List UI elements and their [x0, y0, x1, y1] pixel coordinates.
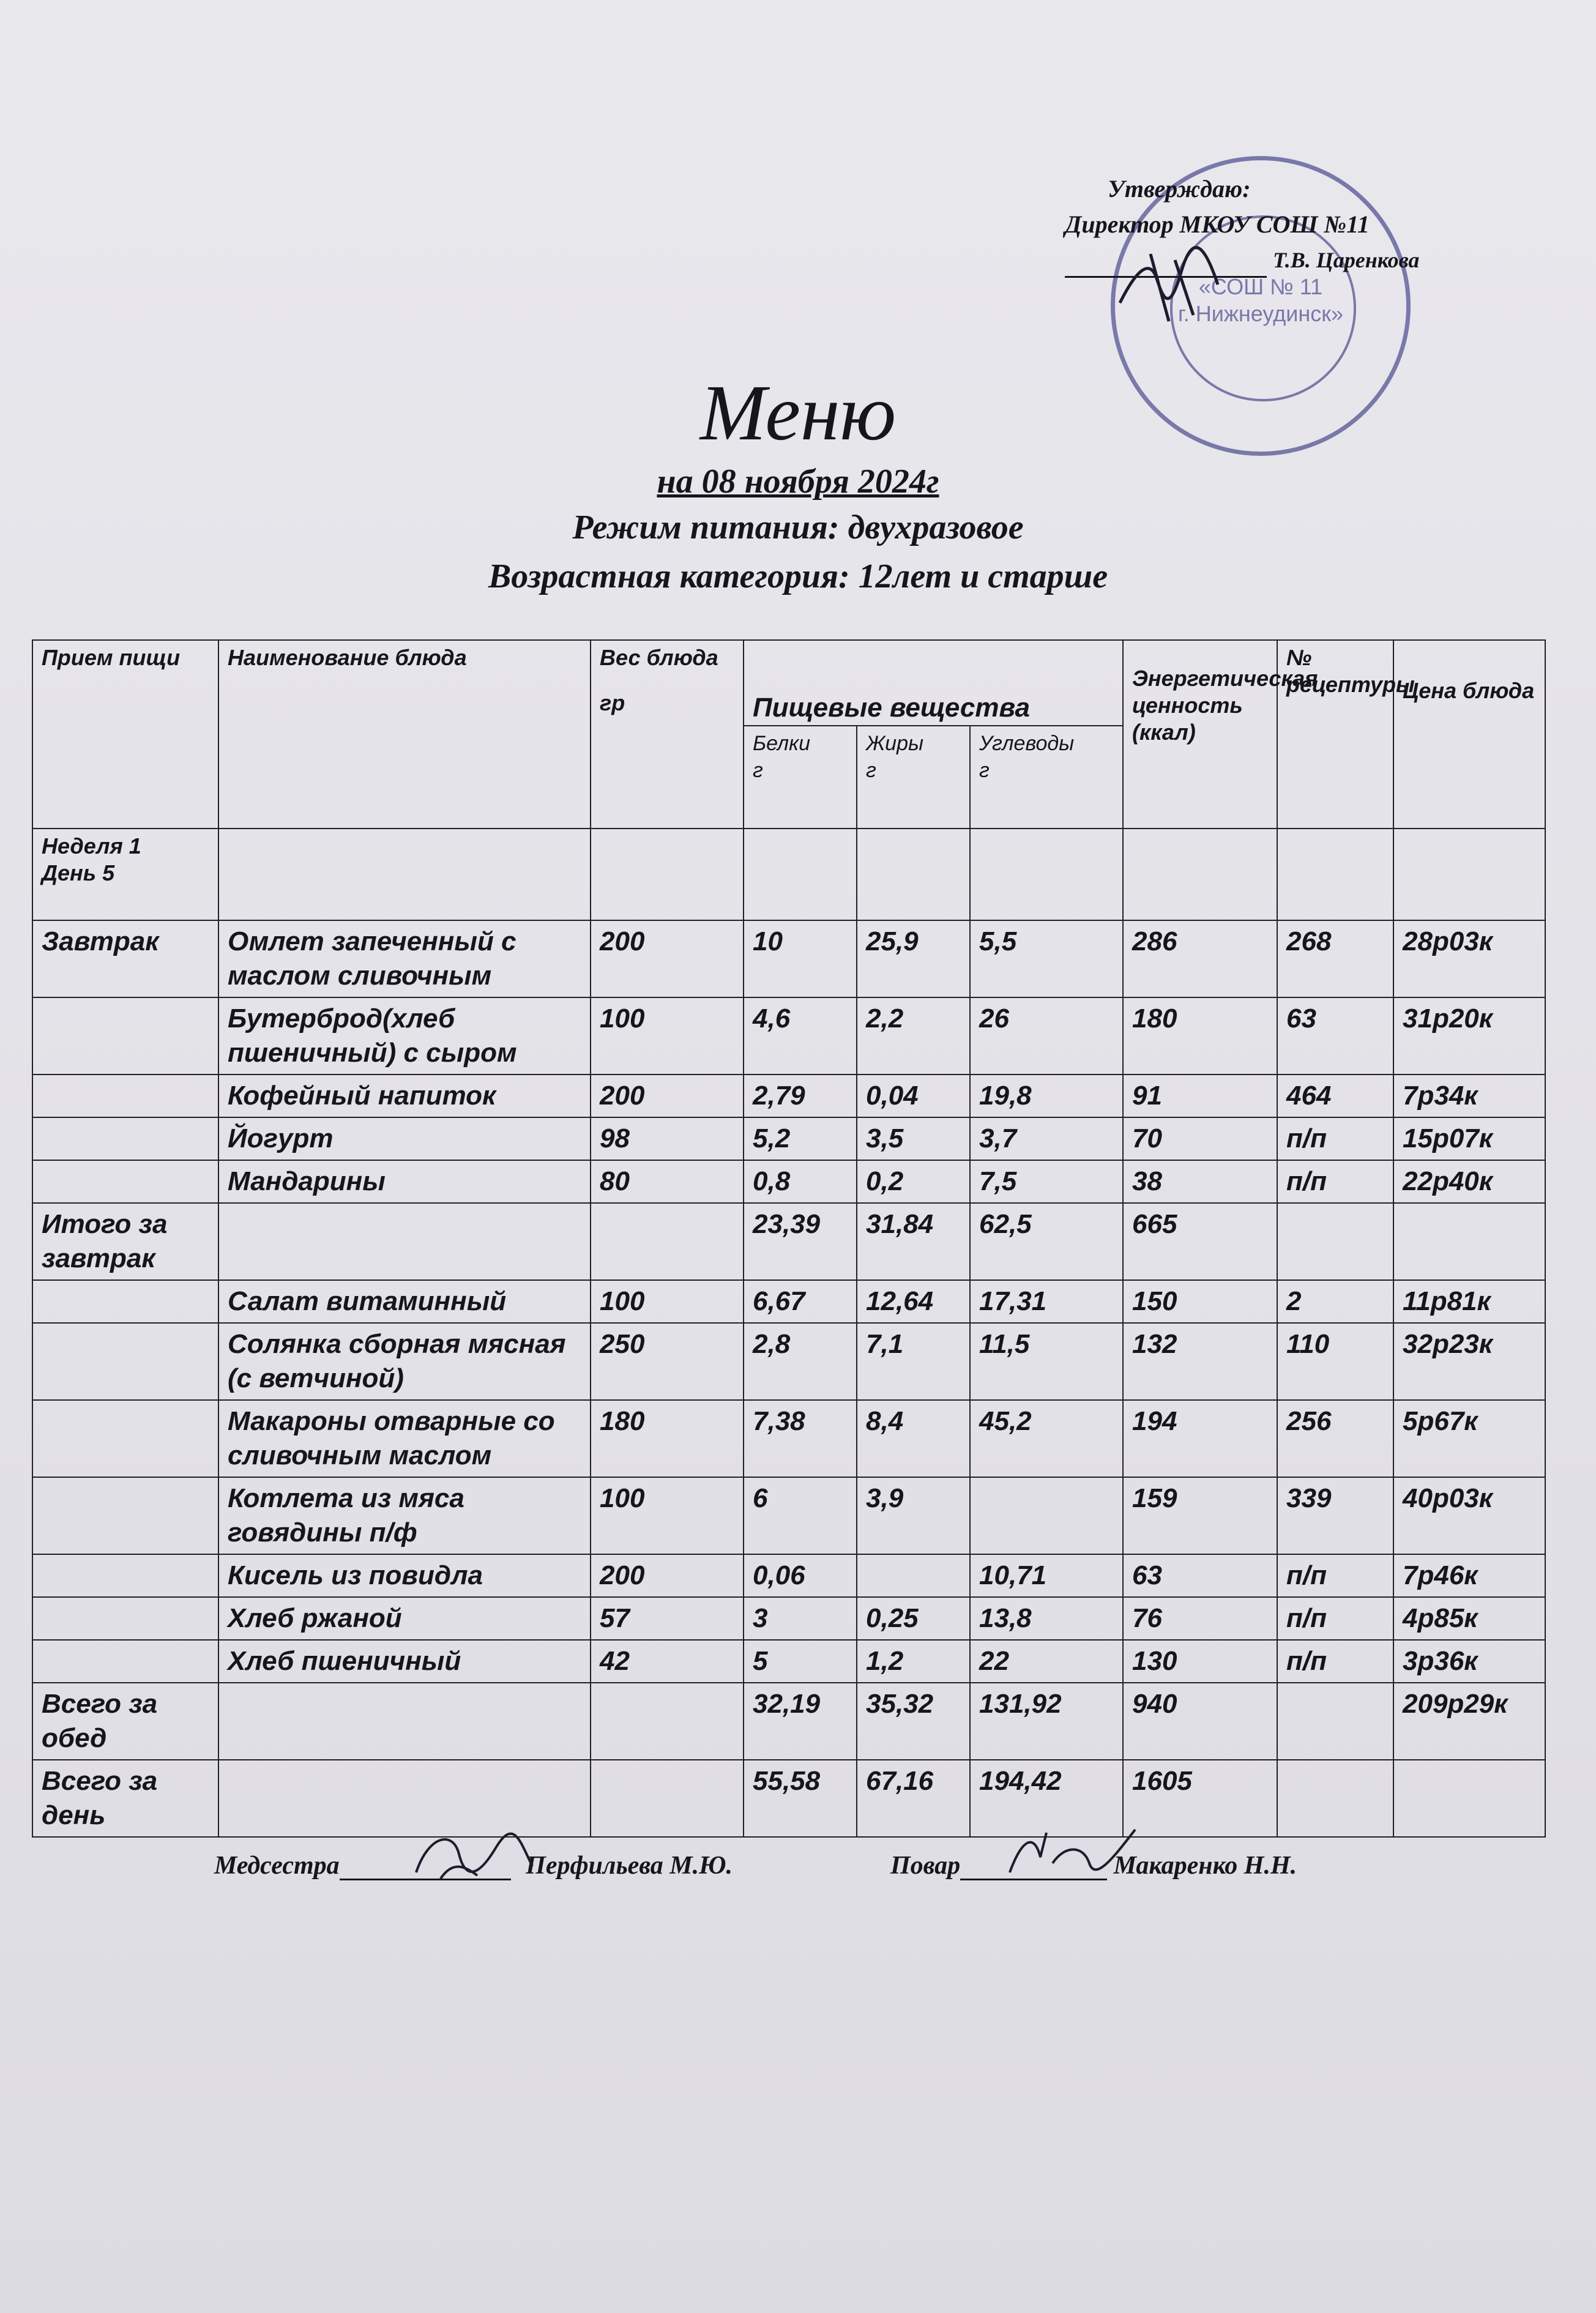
cell-protein: 55,58 — [744, 1760, 857, 1837]
cell-protein: 0,06 — [744, 1554, 857, 1597]
cell-dish: Мандарины — [218, 1160, 591, 1203]
approval-line-2: Директор МКОУ СОШ №11 — [1065, 210, 1370, 238]
cell-dish: Салат витаминный — [218, 1280, 591, 1323]
cell-price: 40р03к — [1393, 1477, 1545, 1554]
cell-protein: 0,8 — [744, 1160, 857, 1203]
cell-weight: 100 — [591, 1477, 744, 1554]
cell-protein: 32,19 — [744, 1683, 857, 1760]
nurse-name: Перфильева М.Ю. — [526, 1852, 733, 1880]
header-carbs — [970, 726, 1123, 829]
cell-fat: 8,4 — [857, 1400, 970, 1477]
cell-dish: Бутерброд(хлеб пшеничный) с сыром — [218, 997, 591, 1075]
cell-protein: 23,39 — [744, 1203, 857, 1280]
week-row — [32, 829, 1545, 920]
cell-fat: 0,04 — [857, 1075, 970, 1117]
table-row — [32, 1597, 1545, 1640]
cell-recipe — [1277, 1203, 1393, 1280]
table-row — [32, 997, 1545, 1075]
cell-protein: 6 — [744, 1477, 857, 1554]
cell-meal — [32, 1400, 218, 1477]
cell-energy: 286 — [1123, 920, 1277, 997]
week-day-label — [32, 829, 218, 920]
cell-carbs: 26 — [970, 997, 1123, 1075]
table-row — [32, 1400, 1545, 1477]
table-cell — [1277, 829, 1393, 920]
cell-carbs: 7,5 — [970, 1160, 1123, 1203]
cell-meal — [32, 1117, 218, 1160]
cell-dish: Омлет запеченный с маслом сливочным — [218, 920, 591, 997]
cell-carbs: 131,92 — [970, 1683, 1123, 1760]
cell-meal: Итого за завтрак — [32, 1203, 218, 1280]
cell-weight: 200 — [591, 1075, 744, 1117]
cell-fat: 35,32 — [857, 1683, 970, 1760]
cell-fat: 31,84 — [857, 1203, 970, 1280]
cell-energy: 180 — [1123, 997, 1277, 1075]
cell-price: 7р34к — [1393, 1075, 1545, 1117]
cell-meal — [32, 1160, 218, 1203]
cell-recipe: п/п — [1277, 1640, 1393, 1683]
table-row — [32, 1160, 1545, 1203]
cell-energy: 940 — [1123, 1683, 1277, 1760]
cell-energy: 150 — [1123, 1280, 1277, 1323]
cell-energy: 132 — [1123, 1323, 1277, 1400]
cell-fat: 3,9 — [857, 1477, 970, 1554]
table-cell — [857, 829, 970, 920]
cell-recipe: 339 — [1277, 1477, 1393, 1554]
cell-dish: Макароны отварные со сливочным маслом — [218, 1400, 591, 1477]
header-carbs-unit: г — [979, 759, 990, 782]
cell-fat: 0,25 — [857, 1597, 970, 1640]
cell-weight — [591, 1203, 744, 1280]
table-row — [32, 1203, 1545, 1280]
cell-protein: 3 — [744, 1597, 857, 1640]
table-cell — [744, 829, 857, 920]
week-label: Неделя 1 — [42, 833, 141, 859]
menu-table — [32, 639, 1546, 1838]
cell-carbs: 5,5 — [970, 920, 1123, 997]
cell-recipe — [1277, 1760, 1393, 1837]
table-row — [32, 1280, 1545, 1323]
cell-fat: 7,1 — [857, 1323, 970, 1400]
table-row — [32, 1554, 1545, 1597]
cell-dish: Кисель из повидла — [218, 1554, 591, 1597]
cell-recipe: 256 — [1277, 1400, 1393, 1477]
cell-carbs: 45,2 — [970, 1400, 1123, 1477]
cell-carbs: 11,5 — [970, 1323, 1123, 1400]
cell-price: 5р67к — [1393, 1400, 1545, 1477]
table-header-row — [32, 640, 1545, 726]
age-category: Возрастная категория: 12лет и старше — [488, 557, 1108, 595]
cell-weight — [591, 1683, 744, 1760]
cell-recipe: п/п — [1277, 1554, 1393, 1597]
cell-weight: 200 — [591, 920, 744, 997]
cook-label: Повар — [890, 1852, 961, 1880]
cell-price: 32р23к — [1393, 1323, 1545, 1400]
cell-protein: 10 — [744, 920, 857, 997]
table-cell — [218, 829, 591, 920]
cell-weight: 100 — [591, 1280, 744, 1323]
header-protein-unit: г — [753, 759, 763, 782]
day-label: День 5 — [42, 860, 115, 885]
header-fat-unit: г — [866, 759, 876, 782]
cell-fat: 25,9 — [857, 920, 970, 997]
cell-fat: 1,2 — [857, 1640, 970, 1683]
header-fat — [857, 726, 970, 829]
cell-energy: 38 — [1123, 1160, 1277, 1203]
cell-protein: 2,79 — [744, 1075, 857, 1117]
cell-price: 4р85к — [1393, 1597, 1545, 1640]
table-cell — [970, 829, 1123, 920]
header-fat-label: Жиры — [866, 732, 924, 755]
cell-meal — [32, 1640, 218, 1683]
header-weight-unit: гр — [600, 690, 625, 715]
meal-regime: Режим питания: двухразовое — [572, 508, 1024, 546]
cell-energy: 665 — [1123, 1203, 1277, 1280]
cell-meal — [32, 1477, 218, 1554]
cell-recipe: п/п — [1277, 1117, 1393, 1160]
cell-dish — [218, 1683, 591, 1760]
cell-price: 15р07к — [1393, 1117, 1545, 1160]
cell-price: 3р36к — [1393, 1640, 1545, 1683]
header-recipe: № рецептуры — [1277, 640, 1393, 829]
cell-dish: Кофейный напиток — [218, 1075, 591, 1117]
cell-weight: 57 — [591, 1597, 744, 1640]
cell-meal: Всего за день — [32, 1760, 218, 1837]
cell-price: 7р46к — [1393, 1554, 1545, 1597]
cell-carbs: 17,31 — [970, 1280, 1123, 1323]
header-meal: Прием пищи — [32, 640, 218, 829]
cell-recipe: 464 — [1277, 1075, 1393, 1117]
cell-recipe: п/п — [1277, 1597, 1393, 1640]
stamp-line-1: «СОШ № 11 — [1198, 274, 1323, 299]
cell-dish: Хлеб пшеничный — [218, 1640, 591, 1683]
cell-energy: 91 — [1123, 1075, 1277, 1117]
cell-carbs: 62,5 — [970, 1203, 1123, 1280]
cell-recipe: 268 — [1277, 920, 1393, 997]
cell-price — [1393, 1760, 1545, 1837]
director-signature — [1114, 242, 1236, 327]
table-row — [32, 1640, 1545, 1683]
cell-weight: 98 — [591, 1117, 744, 1160]
cell-fat: 12,64 — [857, 1280, 970, 1323]
cell-dish: Котлета из мяса говядины п/ф — [218, 1477, 591, 1554]
cell-weight: 180 — [591, 1400, 744, 1477]
cook-handwritten-signature — [998, 1820, 1144, 1888]
table-row — [32, 1117, 1545, 1160]
cell-carbs: 3,7 — [970, 1117, 1123, 1160]
table-cell — [591, 829, 744, 920]
cell-carbs — [970, 1477, 1123, 1554]
cell-recipe: 2 — [1277, 1280, 1393, 1323]
cell-weight: 42 — [591, 1640, 744, 1683]
cell-price — [1393, 1203, 1545, 1280]
cell-weight — [591, 1760, 744, 1837]
cell-recipe: п/п — [1277, 1160, 1393, 1203]
cell-fat: 3,5 — [857, 1117, 970, 1160]
stamp-line-2: г. Нижнеудинск» — [1178, 301, 1343, 326]
cell-carbs: 10,71 — [970, 1554, 1123, 1597]
cell-protein: 7,38 — [744, 1400, 857, 1477]
header-energy: Энергетическая ценность (ккал) — [1123, 640, 1277, 829]
nurse-handwritten-signature — [404, 1823, 545, 1891]
cell-carbs: 194,42 — [970, 1760, 1123, 1837]
cell-meal — [32, 1597, 218, 1640]
approval-line-1: Утверждаю: — [1108, 175, 1251, 203]
cell-carbs: 13,8 — [970, 1597, 1123, 1640]
cell-energy: 1605 — [1123, 1760, 1277, 1837]
cell-dish: Хлеб ржаной — [218, 1597, 591, 1640]
cell-energy: 159 — [1123, 1477, 1277, 1554]
cell-weight: 100 — [591, 997, 744, 1075]
table-row — [32, 1075, 1545, 1117]
cell-recipe — [1277, 1683, 1393, 1760]
cell-fat: 67,16 — [857, 1760, 970, 1837]
cell-energy: 63 — [1123, 1554, 1277, 1597]
cell-recipe: 63 — [1277, 997, 1393, 1075]
header-weight — [591, 640, 744, 829]
header-price: Цена блюда — [1393, 640, 1545, 829]
cell-dish: Йогурт — [218, 1117, 591, 1160]
header-protein-label: Белки — [753, 732, 811, 755]
table-row — [32, 1323, 1545, 1400]
cell-dish — [218, 1203, 591, 1280]
table-row — [32, 1683, 1545, 1760]
header-weight-label: Вес блюда — [600, 645, 718, 670]
cell-protein: 2,8 — [744, 1323, 857, 1400]
cell-weight: 250 — [591, 1323, 744, 1400]
cell-price: 28р03к — [1393, 920, 1545, 997]
table-cell — [1123, 829, 1277, 920]
cell-fat: 2,2 — [857, 997, 970, 1075]
cell-weight: 80 — [591, 1160, 744, 1203]
cook-name: Макаренко Н.Н. — [1113, 1852, 1297, 1880]
cell-dish: Солянка сборная мясная (с ветчиной) — [218, 1323, 591, 1400]
cell-price: 31р20к — [1393, 997, 1545, 1075]
cell-recipe: 110 — [1277, 1323, 1393, 1400]
cell-energy: 70 — [1123, 1117, 1277, 1160]
header-carbs-label: Углеводы — [979, 732, 1075, 755]
table-row — [32, 1760, 1545, 1837]
cell-meal: Завтрак — [32, 920, 218, 997]
cell-meal: Всего за обед — [32, 1683, 218, 1760]
cell-protein: 5 — [744, 1640, 857, 1683]
director-name: Т.В. Царенкова — [1273, 248, 1420, 272]
cell-price: 209р29к — [1393, 1683, 1545, 1760]
table-row — [32, 920, 1545, 997]
cell-protein: 5,2 — [744, 1117, 857, 1160]
table-cell — [1393, 829, 1545, 920]
cell-fat: 0,2 — [857, 1160, 970, 1203]
page-title: Меню — [699, 369, 897, 457]
table-row — [32, 1477, 1545, 1554]
cell-carbs: 22 — [970, 1640, 1123, 1683]
cell-protein: 4,6 — [744, 997, 857, 1075]
cell-meal — [32, 1554, 218, 1597]
cell-energy: 130 — [1123, 1640, 1277, 1683]
header-protein — [744, 726, 857, 829]
cell-meal — [32, 1323, 218, 1400]
cell-protein: 6,67 — [744, 1280, 857, 1323]
cell-meal — [32, 1280, 218, 1323]
cell-fat — [857, 1554, 970, 1597]
cell-meal — [32, 997, 218, 1075]
menu-rows — [32, 920, 1545, 1837]
cell-meal — [32, 1075, 218, 1117]
menu-date: на 08 ноября 2024г — [657, 463, 939, 501]
cell-energy: 194 — [1123, 1400, 1277, 1477]
cell-weight: 200 — [591, 1554, 744, 1597]
header-nutrients: Пищевые вещества — [744, 640, 1123, 726]
cell-price: 22р40к — [1393, 1160, 1545, 1203]
header-dish: Наименование блюда — [218, 640, 591, 829]
cell-carbs: 19,8 — [970, 1075, 1123, 1117]
cell-price: 11р81к — [1393, 1280, 1545, 1323]
nurse-label: Медсестра — [214, 1852, 340, 1880]
cell-energy: 76 — [1123, 1597, 1277, 1640]
